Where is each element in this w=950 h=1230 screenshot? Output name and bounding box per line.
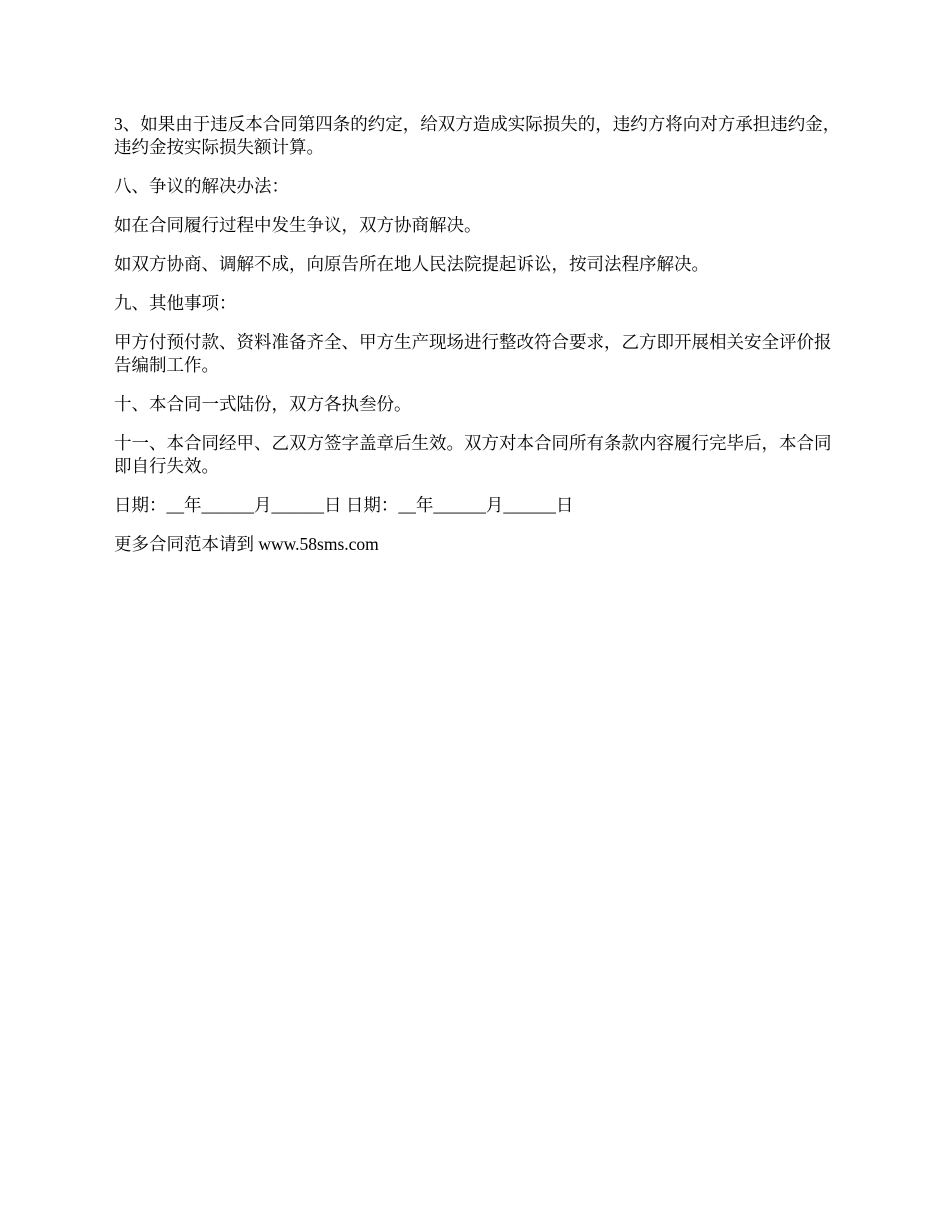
section-8-paragraph-1: 如在合同履行过程中发生争议，双方协商解决。 <box>114 215 482 235</box>
document-body <box>114 113 844 572</box>
section-8-paragraph-2: 如双方协商、调解不成，向原告所在地人民法院提起诉讼，按司法程序解决。 <box>114 254 709 274</box>
signature-date-line: 日期：__年______月______日 日期：__年______月______日 <box>114 495 574 515</box>
section-9-paragraph: 甲方付预付款、资料准备齐全、甲方生产现场进行整改符合要求，乙方即开展相关安全评价报告编制工作。 <box>114 332 832 375</box>
more-templates-note: 更多合同范本请到 www.58sms.com <box>114 534 379 554</box>
section-11-paragraph: 十一、本合同经甲、乙双方签字盖章后生效。双方对本合同所有条款内容履行完毕后，本合同即自行失效。 <box>114 433 832 476</box>
clause-3-liquidated-damages: 3、如果由于违反本合同第四条的约定，给双方造成实际损失的，违约方将向对方承担违约金，违约金按实际损失额计算。 <box>114 114 841 157</box>
section-10-paragraph: 十、本合同一式陆份，双方各执叁份。 <box>114 394 412 414</box>
section-9-heading: 九、其他事项： <box>114 293 237 313</box>
section-8-heading: 八、争议的解决办法： <box>114 176 289 196</box>
